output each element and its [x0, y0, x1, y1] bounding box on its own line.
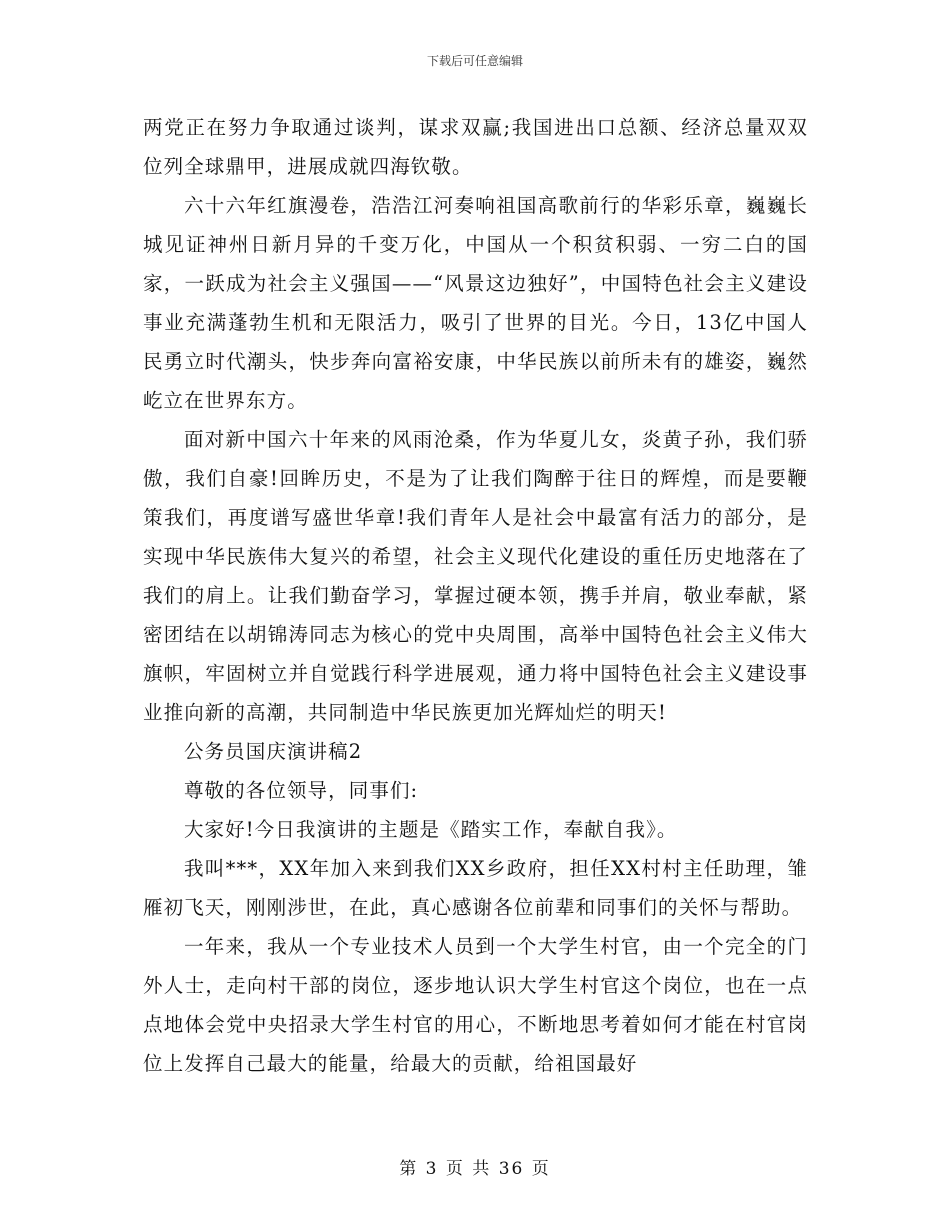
- page-header: 下载后可任意编辑: [426, 54, 523, 68]
- paragraph-2: 六十六年红旗漫卷，浩浩江河奏响祖国高歌前行的华彩乐章，巍巍长城见证神州日新月异的千变万化，中国从一个积贫积弱、一穷二白的国家，一跃成为社会主义强国——“风景这边独好”，中国特色社会主义建设事业充满蓬勃生机和无限活力，吸引了世界的目光。今日，13亿中国人民勇立时代潮头，快步奔向富裕安康，中华民族以前所未有的雄姿，巍然屹立在世界东方。: [143, 194, 808, 412]
- greeting: 大家好!今日我演讲的主题是《踏实工作，奉献自我》。: [183, 818, 678, 841]
- paragraph-last: 一年来，我从一个专业技术人员到一个大学生村官，由一个完全的门外人士，走向村干部的岗位，逐步地认识大学生村官这个岗位，也在一点点地体会党中央招录大学生村官的用心，不断地思考着如何才能在村官岗位上发挥自己最大的能量，给最大的贡献，给祖国最好: [143, 935, 808, 1075]
- paragraph-3: 面对新中国六十年来的风雨沧桑，作为华夏儿女，炎黄子孙，我们骄傲，我们自豪!回眸历史，不是为了让我们陶醉于往日的辉煌，而是要鞭策我们，再度谱写盛世华章!我们青年人是社会中最富有活力的部分，是实现中华民族伟大复兴的希望，社会主义现代化建设的重任历史地落在了我们的肩上。让我们勤奋学习，掌握过硬本领，携手并肩，敬业奉献，紧密团结在以胡锦涛同志为核心的党中央周围，高举中国特色社会主义伟大旗帜，牢固树立并自觉践行科学进展观，通力将中国特色社会主义建设事业推向新的高潮，共同制造中华民族更加光辉灿烂的明天!: [143, 428, 808, 724]
- page-number: 第 3 页 共 36 页: [399, 1159, 551, 1179]
- section-title: 公务员国庆演讲稿2: [183, 740, 363, 763]
- document-body: [143, 108, 808, 1083]
- paragraph-intro: 我叫***，XX年加入来到我们XX乡政府，担任XX村村主任助理，雏雁初飞天，刚刚涉世，在此，真心感谢各位前辈和同事们的关怀与帮助。: [143, 857, 808, 919]
- salutation: 尊敬的各位领导，同事们:: [183, 779, 419, 802]
- paragraph-1: 两党正在努力争取通过谈判，谋求双赢;我国进出口总额、经济总量双双位列全球鼎甲，进展成就四海钦敬。: [143, 116, 808, 178]
